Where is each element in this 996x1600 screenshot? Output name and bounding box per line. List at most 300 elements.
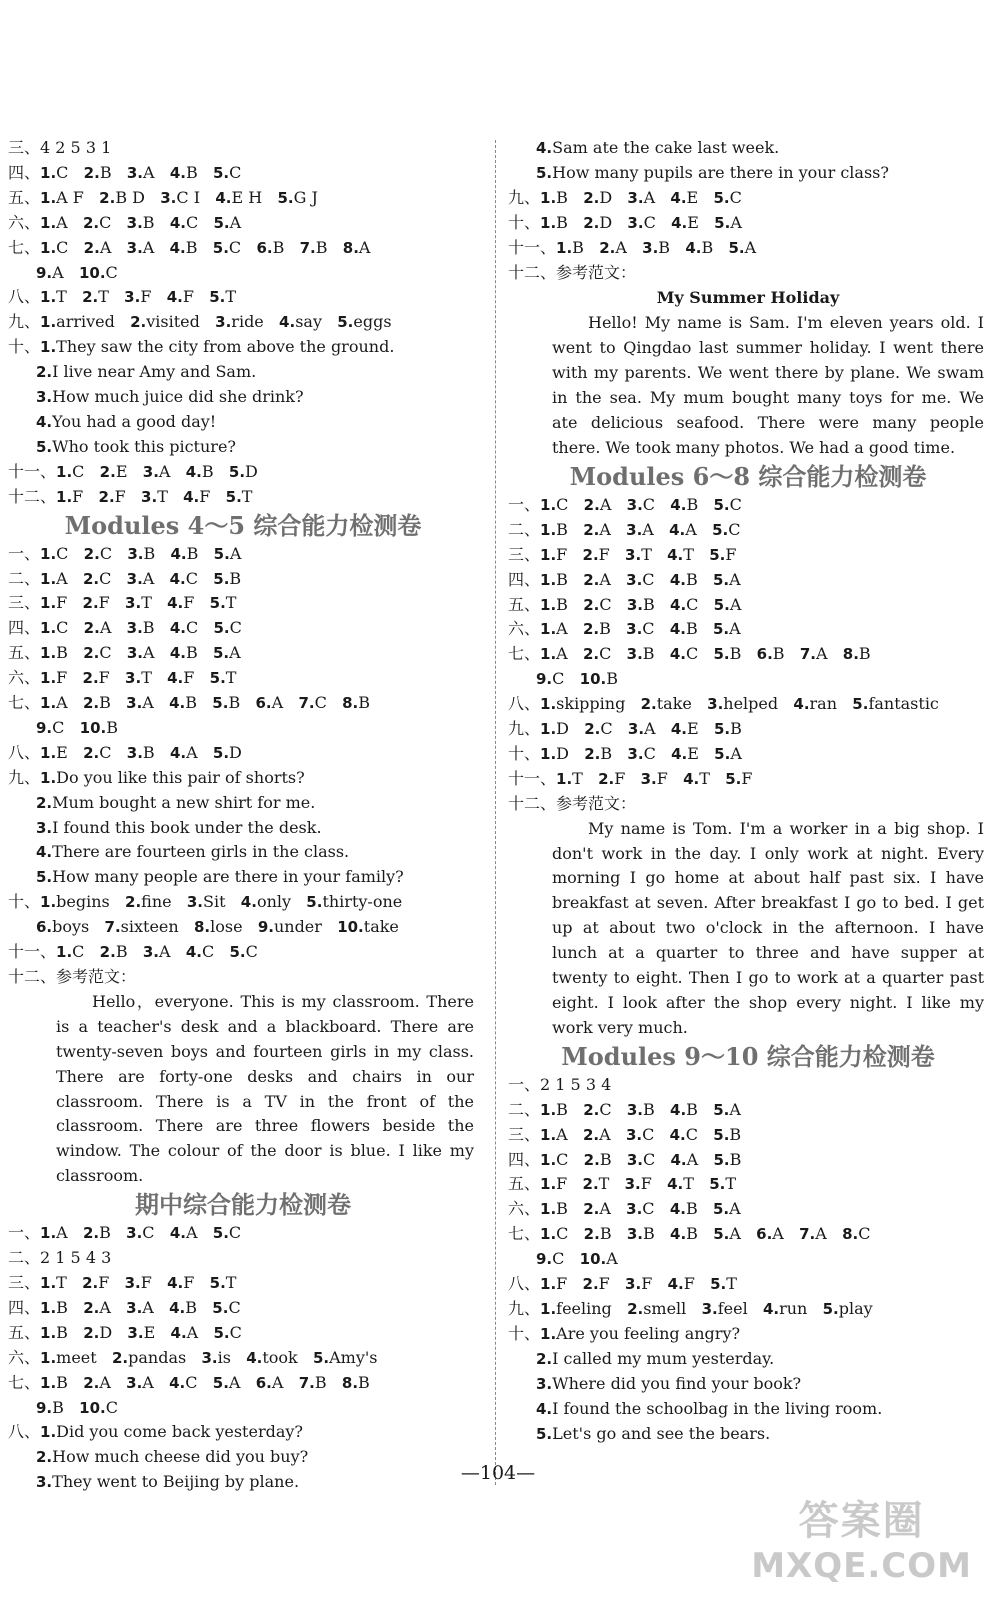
question-number: 十一、 — [508, 768, 557, 788]
answer-line — [508, 1222, 988, 1247]
answer-text: take — [363, 917, 399, 937]
answer-text: F — [641, 1274, 653, 1294]
answer-line — [8, 567, 478, 592]
question-number: 十二、 — [508, 793, 557, 813]
item-number: 4. — [683, 769, 700, 788]
item-number: 4. — [670, 495, 687, 514]
item-number: 5. — [713, 188, 730, 207]
sample-essay: My name is Tom. I'm a worker in a big shop. I don't work in the day. I only work at night. Every morning I go home at about half past six. I have breakfast at seven. After breakfast I go to bed. I get up at about two o'clock in the afternoon. I have lunch at a quarter to three and have supper at twenty to eight. Then I go to work at a quarter past eight. I look after the shop every night. I like my work very much. — [552, 818, 984, 1037]
question-number: 一、 — [8, 1223, 41, 1243]
item-number: 10. — [79, 718, 107, 737]
item-number: 1. — [540, 1175, 557, 1194]
question-number: 一、 — [508, 1074, 541, 1094]
item-number: 7. — [298, 694, 315, 713]
answer-line — [508, 593, 988, 618]
item-number: 2. — [83, 163, 100, 182]
item-number: 1. — [540, 595, 557, 614]
item-number: 1. — [40, 893, 57, 912]
watermark-url: MXQE.COM — [751, 1546, 972, 1586]
essay-title: My Summer Holiday — [656, 288, 840, 308]
item-number: 2. — [598, 769, 615, 788]
answer-text: C — [858, 1224, 871, 1244]
answer-line — [8, 136, 478, 161]
item-number: 3. — [626, 570, 643, 589]
answer-text: A — [142, 1297, 154, 1317]
answer-text: A — [729, 569, 741, 589]
item-number: 8. — [341, 1373, 359, 1392]
item-number: 3. — [626, 1100, 643, 1119]
item-number: 5. — [225, 487, 242, 506]
item-number: 3. — [126, 743, 143, 762]
answer-text: A F — [56, 187, 84, 207]
answer-line — [508, 1172, 988, 1197]
answer-text: F — [556, 1174, 568, 1194]
item-number: 6. — [36, 918, 53, 937]
answer-line — [508, 642, 988, 667]
item-number: 4. — [669, 1125, 686, 1144]
question-number: 三、 — [508, 544, 541, 564]
answer-text: E — [56, 742, 68, 762]
item-number: 2. — [111, 1348, 129, 1367]
answer-text: F — [114, 486, 126, 506]
answer-text: fantastic — [868, 694, 939, 714]
item-number: 5. — [852, 695, 869, 714]
item-number: 1. — [540, 545, 557, 564]
answer-text: B — [606, 669, 618, 689]
answer-line — [8, 360, 478, 385]
answer-text: Who took this picture? — [52, 436, 236, 456]
section-heading: Modules 9～10 综合能力检测卷 — [561, 1041, 935, 1071]
item-number: 5. — [212, 1224, 229, 1243]
answer-text: How much juice did she drink? — [52, 387, 304, 407]
item-number: 1. — [540, 1324, 557, 1343]
question-number: 四、 — [8, 618, 41, 638]
item-number: 3. — [625, 1125, 643, 1144]
item-number: 1. — [540, 695, 557, 714]
item-number: 5. — [536, 1424, 553, 1443]
answer-text: F — [182, 287, 194, 307]
answer-text: A — [729, 1199, 741, 1219]
answer-text: A — [271, 1372, 284, 1392]
item-number: 7. — [799, 1225, 816, 1244]
item-number: 5. — [36, 437, 53, 456]
answer-text: C — [105, 1397, 118, 1417]
item-number: 2. — [583, 1225, 600, 1244]
answer-line — [8, 1371, 478, 1396]
item-number: 4. — [185, 943, 202, 962]
item-number: 5. — [229, 943, 246, 962]
item-number: 4. — [169, 1298, 186, 1317]
item-number: 2. — [583, 495, 600, 514]
answer-text: F — [598, 1274, 610, 1294]
question-number: 八、 — [8, 1422, 41, 1442]
answer-text: pandas — [128, 1347, 187, 1367]
answer-text: under — [273, 917, 322, 937]
answer-text: B — [229, 568, 242, 588]
item-number: 2. — [536, 1349, 553, 1368]
item-number: 2. — [83, 1373, 100, 1392]
answer-text: skipping — [556, 694, 626, 714]
question-number: 七、 — [508, 644, 541, 664]
item-number: 3. — [186, 893, 204, 912]
item-number: 3. — [215, 313, 232, 332]
item-number: 2. — [583, 1100, 600, 1119]
answer-text: C — [314, 693, 327, 713]
item-number: 4. — [169, 743, 187, 762]
answer-text: A — [599, 1124, 611, 1144]
answer-text: F — [98, 668, 110, 688]
answer-line — [8, 310, 478, 335]
item-number: 4. — [670, 1150, 687, 1169]
answer-text: A — [229, 543, 242, 563]
answer-text: Did you come back yesterday? — [56, 1422, 303, 1442]
item-number: 8. — [342, 238, 359, 257]
answer-text: A — [556, 1124, 568, 1144]
answer-text: B — [142, 618, 155, 638]
item-number: 4. — [279, 313, 296, 332]
item-number: 5. — [713, 1150, 730, 1169]
answer-text: T — [725, 1174, 737, 1194]
question-number: 二、 — [508, 1099, 541, 1119]
item-number: 3. — [36, 1473, 53, 1492]
item-number: 1. — [540, 1150, 557, 1169]
answer-text: C — [556, 1224, 569, 1244]
answer-text: E — [687, 719, 699, 739]
item-number: 4. — [670, 188, 687, 207]
answer-line — [508, 1272, 988, 1297]
answer-text: C — [556, 1149, 569, 1169]
answer-text: B — [315, 237, 328, 257]
answer-text: D — [599, 187, 613, 207]
answer-text: Do you like this pair of shorts? — [56, 767, 305, 787]
question-number: 十、 — [508, 743, 541, 763]
answer-text: boys — [52, 917, 90, 937]
answer-text: eggs — [353, 312, 392, 332]
answer-text: B — [358, 693, 370, 713]
item-number: 1. — [56, 487, 73, 506]
answer-text: A — [556, 619, 568, 639]
answer-line — [508, 1073, 988, 1098]
item-number: 8. — [842, 645, 859, 664]
item-number: 2. — [583, 570, 600, 589]
answer-text: is — [217, 1347, 231, 1367]
question-number: 五、 — [508, 594, 541, 614]
answer-text: B — [642, 1224, 655, 1244]
question-number: 四、 — [508, 569, 541, 589]
answer-text: D — [556, 743, 569, 763]
question-number: 七、 — [8, 237, 41, 257]
answer-line — [8, 890, 478, 915]
answer-text: A — [99, 237, 112, 257]
item-number: 3. — [624, 1175, 641, 1194]
answer-line — [508, 493, 988, 518]
answer-text: B — [599, 1149, 612, 1169]
item-number: 4. — [169, 1373, 186, 1392]
answer-text: C — [642, 1124, 655, 1144]
item-number: 3. — [126, 619, 143, 638]
answer-text: F — [683, 1274, 695, 1294]
answer-line — [8, 236, 478, 261]
item-number: 2. — [82, 1273, 99, 1292]
item-number: 3. — [126, 1373, 143, 1392]
answer-line — [8, 691, 478, 716]
answer-text: T — [225, 1272, 237, 1292]
answer-text: C — [552, 1249, 565, 1269]
answer-text: I live near Amy and Sam. — [52, 362, 257, 382]
item-number: 9. — [36, 263, 53, 282]
item-number: 5. — [277, 188, 294, 207]
answer-text: C — [552, 669, 565, 689]
item-number: 2. — [82, 594, 99, 613]
answer-text: A — [186, 1322, 199, 1342]
item-number: 3. — [201, 1348, 218, 1367]
answer-text: C — [185, 618, 199, 638]
answer-text: 参考范文： — [56, 967, 137, 986]
answer-text: F — [56, 593, 68, 613]
item-number: 4. — [183, 487, 200, 506]
answer-text: C — [642, 569, 655, 589]
item-number: 1. — [540, 520, 557, 539]
answer-line — [508, 667, 988, 692]
answer-text: A — [186, 742, 198, 762]
item-number: 5. — [213, 544, 230, 563]
answer-text: F — [656, 768, 668, 788]
answer-text: B — [642, 644, 655, 664]
answer-text: B — [185, 643, 198, 663]
answer-text: B — [99, 693, 111, 713]
item-number: 1. — [40, 288, 57, 307]
item-number: 3. — [142, 943, 159, 962]
answer-line — [508, 1297, 988, 1322]
item-number: 4. — [169, 213, 186, 232]
answer-line — [8, 410, 478, 435]
item-number: 1. — [40, 213, 57, 232]
answer-line — [8, 591, 478, 616]
answer-text: T — [141, 668, 152, 688]
answer-text: A — [644, 719, 656, 739]
question-number: 二、 — [508, 519, 541, 539]
item-number: 2. — [82, 669, 99, 688]
item-number: 2. — [36, 363, 53, 382]
item-number: 9. — [36, 1398, 53, 1417]
question-number: 九、 — [8, 767, 41, 787]
answer-line — [8, 1221, 478, 1246]
item-number: 2. — [627, 1299, 644, 1318]
question-number: 一、 — [8, 543, 41, 563]
question-number: 十一、 — [508, 237, 557, 257]
question-number: 六、 — [8, 1347, 41, 1367]
answer-text: B — [201, 461, 214, 481]
item-number: 7. — [104, 918, 121, 937]
answer-text: arrived — [56, 312, 115, 332]
item-number: 1. — [40, 338, 57, 357]
answer-text: There are fourteen girls in the class. — [52, 842, 350, 862]
answer-text: How much cheese did you buy? — [52, 1447, 309, 1467]
answer-text: C I — [176, 187, 201, 207]
answer-text: They went to Beijing by plane. — [52, 1472, 300, 1492]
item-number: 2. — [583, 595, 600, 614]
item-number: 6. — [256, 238, 273, 257]
answer-line — [8, 285, 478, 310]
answer-text: C — [599, 1099, 612, 1119]
answer-text: C — [229, 618, 242, 638]
question-number: 六、 — [508, 1199, 541, 1219]
answer-text: A — [599, 519, 611, 539]
answer-text: meet — [56, 1347, 97, 1367]
item-number: 1. — [556, 769, 573, 788]
answer-text: Mum bought a new shirt for me. — [52, 792, 316, 812]
answer-text: B — [685, 619, 698, 639]
answer-text: B — [56, 643, 68, 663]
answer-text: 2 1 5 3 4 — [540, 1074, 612, 1094]
sample-essay: Hello，everyone. This is my classroom. There is a teacher's desk and a blackboard. There are twenty-seven boys and fourteen girls in my class. There are forty-one desks and chairs in our classroom. There is a TV in the front of the classroom. There are three flowers beside the window. The colour of the door is blue. I like my classroom. — [56, 991, 474, 1186]
answer-line — [8, 816, 478, 841]
answer-text: T — [699, 768, 710, 788]
item-number: 2. — [83, 644, 100, 663]
item-number: 2. — [99, 462, 116, 481]
watermark-text: 答案圈 — [798, 1498, 925, 1544]
watermark-logo — [751, 1489, 972, 1586]
answer-text: C — [72, 461, 85, 481]
item-number: 3. — [126, 1224, 143, 1243]
answer-text: C — [642, 1199, 655, 1219]
answer-text: F — [72, 486, 84, 506]
answer-text: C — [642, 1149, 656, 1169]
answer-text: T — [225, 668, 237, 688]
item-number: 5. — [209, 1273, 226, 1292]
answer-text: C — [245, 942, 258, 962]
answer-text: Where did you find your book? — [552, 1373, 802, 1393]
item-number: 3. — [36, 818, 53, 837]
item-number: 5. — [712, 570, 730, 589]
answer-text: D — [556, 719, 569, 739]
item-number: 2. — [582, 620, 600, 639]
answer-text: B — [556, 594, 568, 614]
answer-text: B — [600, 743, 613, 763]
item-number: 1. — [540, 620, 557, 639]
answer-text: B — [185, 237, 198, 257]
answer-line — [8, 211, 478, 236]
answer-line — [8, 666, 478, 691]
question-number: 九、 — [508, 719, 541, 739]
item-number: 3. — [640, 769, 657, 788]
item-number: 5. — [228, 462, 246, 481]
answer-text: A — [729, 619, 741, 639]
answer-text: C — [185, 568, 198, 588]
answer-text: B — [729, 644, 742, 664]
answer-text: T — [572, 768, 583, 788]
answer-text: A — [99, 1372, 111, 1392]
answer-text: C — [72, 942, 85, 962]
item-number: 1. — [40, 1273, 57, 1292]
answer-text: C — [686, 594, 699, 614]
item-number: 8. — [193, 918, 211, 937]
item-number: 3. — [126, 1298, 143, 1317]
item-number: 3. — [625, 1275, 642, 1294]
item-number: 5. — [710, 1275, 727, 1294]
item-number: 4. — [536, 1399, 553, 1418]
item-number: 3. — [126, 569, 143, 588]
answer-text: B — [186, 543, 199, 563]
answer-text: C — [142, 1223, 155, 1243]
item-number: 1. — [40, 743, 57, 762]
item-number: 4. — [669, 1200, 686, 1219]
item-number: 4. — [166, 288, 183, 307]
item-number: 5. — [713, 1125, 730, 1144]
item-number: 5. — [728, 238, 745, 257]
item-number: 3. — [626, 1200, 643, 1219]
item-number: 1. — [40, 1423, 57, 1442]
answer-text: B — [185, 1297, 198, 1317]
item-number: 5. — [212, 694, 229, 713]
item-number: 5. — [209, 594, 226, 613]
question-number: 八、 — [508, 694, 541, 714]
item-number: 4. — [167, 669, 184, 688]
answer-text: C — [56, 618, 69, 638]
answer-text: C — [556, 494, 569, 514]
item-number: 6. — [756, 645, 773, 664]
answer-text: C — [228, 1223, 242, 1243]
answer-text: B — [99, 1223, 111, 1243]
question-number: 二、 — [8, 1248, 41, 1268]
answer-text: B — [143, 543, 156, 563]
answer-text: B — [142, 212, 155, 232]
item-number: 4. — [169, 694, 186, 713]
answer-text: A — [744, 237, 757, 257]
item-number: 7. — [298, 1373, 315, 1392]
answer-line — [508, 186, 988, 211]
answer-line — [508, 1148, 988, 1173]
section-heading: Modules 4～5 综合能力检测卷 — [64, 510, 422, 540]
answer-text: C — [643, 212, 656, 232]
answer-text: F — [183, 668, 195, 688]
answer-text: T — [225, 287, 237, 307]
item-number: 5. — [213, 1323, 230, 1342]
question-number: 三、 — [8, 1272, 41, 1292]
answer-line — [8, 435, 478, 460]
answer-text: A — [730, 212, 742, 232]
item-number: 5. — [712, 520, 729, 539]
answer-text: C — [228, 1297, 241, 1317]
question-number: 十一、 — [8, 942, 57, 962]
item-number: 1. — [540, 1125, 557, 1144]
answer-line — [8, 1396, 478, 1421]
answer-line — [508, 1322, 988, 1347]
item-number: 5. — [713, 1100, 730, 1119]
answer-text: C — [201, 942, 215, 962]
answer-text: B — [185, 162, 198, 182]
item-number: 9. — [257, 918, 274, 937]
answer-text: feel — [717, 1298, 748, 1318]
answer-text: A — [142, 1372, 154, 1392]
item-number: 4. — [246, 1348, 263, 1367]
item-number: 4. — [671, 744, 688, 763]
item-number: 3. — [127, 544, 144, 563]
item-number: 3. — [126, 694, 143, 713]
answer-text: C — [599, 594, 612, 614]
answer-text: B — [730, 719, 742, 739]
answer-text: F — [140, 1272, 152, 1292]
answer-text: D — [245, 461, 258, 481]
item-number: 1. — [40, 1373, 57, 1392]
answer-text: smell — [643, 1298, 687, 1318]
item-number: 4. — [670, 595, 687, 614]
item-number: 4. — [667, 545, 684, 564]
item-number: 10. — [579, 1250, 607, 1269]
answer-text: A — [142, 568, 155, 588]
answer-line — [8, 1346, 478, 1371]
answer-text: A — [815, 644, 828, 664]
